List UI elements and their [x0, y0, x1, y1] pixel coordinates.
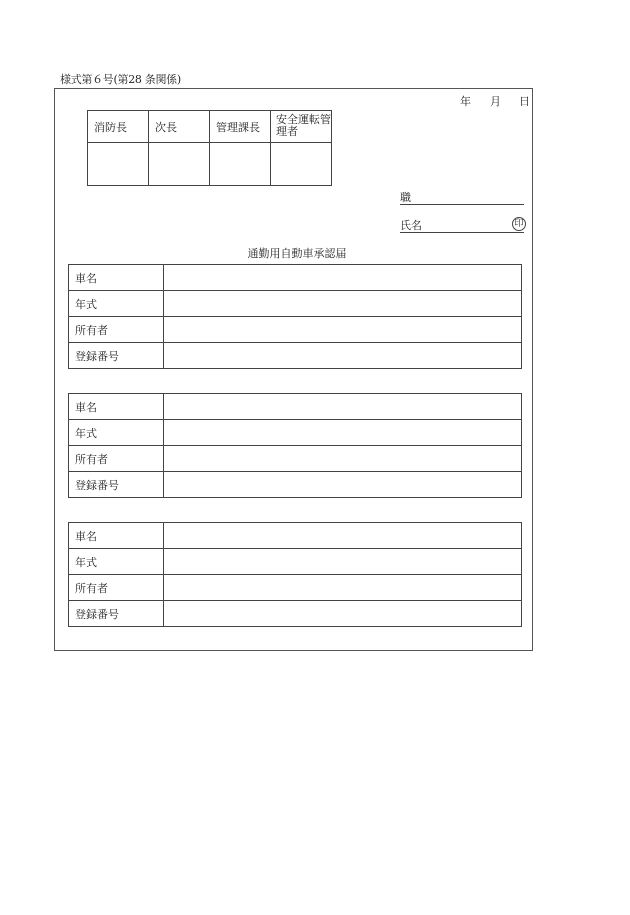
- car-name-field[interactable]: [164, 265, 522, 291]
- car-year-field[interactable]: [164, 420, 522, 446]
- approval-seal-box[interactable]: [149, 143, 210, 186]
- name-field[interactable]: [400, 217, 524, 233]
- car-name-label: 車名: [69, 265, 164, 291]
- seal-icon: 印: [512, 217, 526, 231]
- car-table-3: [68, 522, 522, 627]
- table-row: [69, 420, 522, 446]
- approval-header-admin-chief: 管理課長: [210, 111, 271, 143]
- car-owner-label: 所有者: [69, 575, 164, 601]
- car-registration-label: 登録番号: [69, 601, 164, 627]
- car-name-label: 車名: [69, 523, 164, 549]
- job-title-label: 職: [400, 191, 411, 204]
- approval-header-fire-chief: 消防長: [88, 111, 149, 143]
- table-row: [69, 601, 522, 627]
- car-table-1: [68, 264, 522, 369]
- car-owner-label: 所有者: [69, 317, 164, 343]
- car-owner-field[interactable]: [164, 446, 522, 472]
- table-row: [69, 394, 522, 420]
- document-title-text: 通勤用自動車承認届: [247, 247, 347, 260]
- date-month-label: 月: [490, 95, 501, 108]
- car-registration-label: 登録番号: [69, 343, 164, 369]
- name-label: 氏名: [400, 219, 422, 232]
- car-registration-field[interactable]: [164, 601, 522, 627]
- document-title: [0, 245, 590, 261]
- date-year-label: 年: [460, 95, 471, 108]
- car-registration-field[interactable]: [164, 472, 522, 498]
- car-year-label: 年式: [69, 549, 164, 575]
- table-row: [69, 343, 522, 369]
- approval-header-safety-manager: [271, 111, 332, 143]
- car-year-label: 年式: [69, 291, 164, 317]
- table-row: [69, 317, 522, 343]
- car-name-field[interactable]: [164, 523, 522, 549]
- car-registration-field[interactable]: [164, 343, 522, 369]
- table-row: [69, 291, 522, 317]
- table-row: [69, 523, 522, 549]
- table-row: [69, 265, 522, 291]
- approval-seal-box[interactable]: [88, 143, 149, 186]
- approval-seal-box[interactable]: [210, 143, 271, 186]
- car-name-field[interactable]: [164, 394, 522, 420]
- car-table-2: [68, 393, 522, 498]
- approval-table: [87, 110, 332, 186]
- car-owner-field[interactable]: [164, 317, 522, 343]
- approval-header-safety-manager-text: 安全運転管 理者: [276, 113, 331, 138]
- car-year-label: 年式: [69, 420, 164, 446]
- approval-header-deputy: 次長: [149, 111, 210, 143]
- table-row: [69, 575, 522, 601]
- date-day-label: 日: [519, 95, 530, 108]
- car-owner-label: 所有者: [69, 446, 164, 472]
- car-year-field[interactable]: [164, 549, 522, 575]
- car-name-label: 車名: [69, 394, 164, 420]
- car-registration-label: 登録番号: [69, 472, 164, 498]
- table-row: [69, 549, 522, 575]
- table-row: [69, 472, 522, 498]
- car-owner-field[interactable]: [164, 575, 522, 601]
- table-row: [69, 446, 522, 472]
- job-title-field[interactable]: [400, 189, 524, 205]
- form-number: 様式第６号(第28 条関係): [60, 73, 181, 86]
- approval-seal-box[interactable]: [271, 143, 332, 186]
- car-year-field[interactable]: [164, 291, 522, 317]
